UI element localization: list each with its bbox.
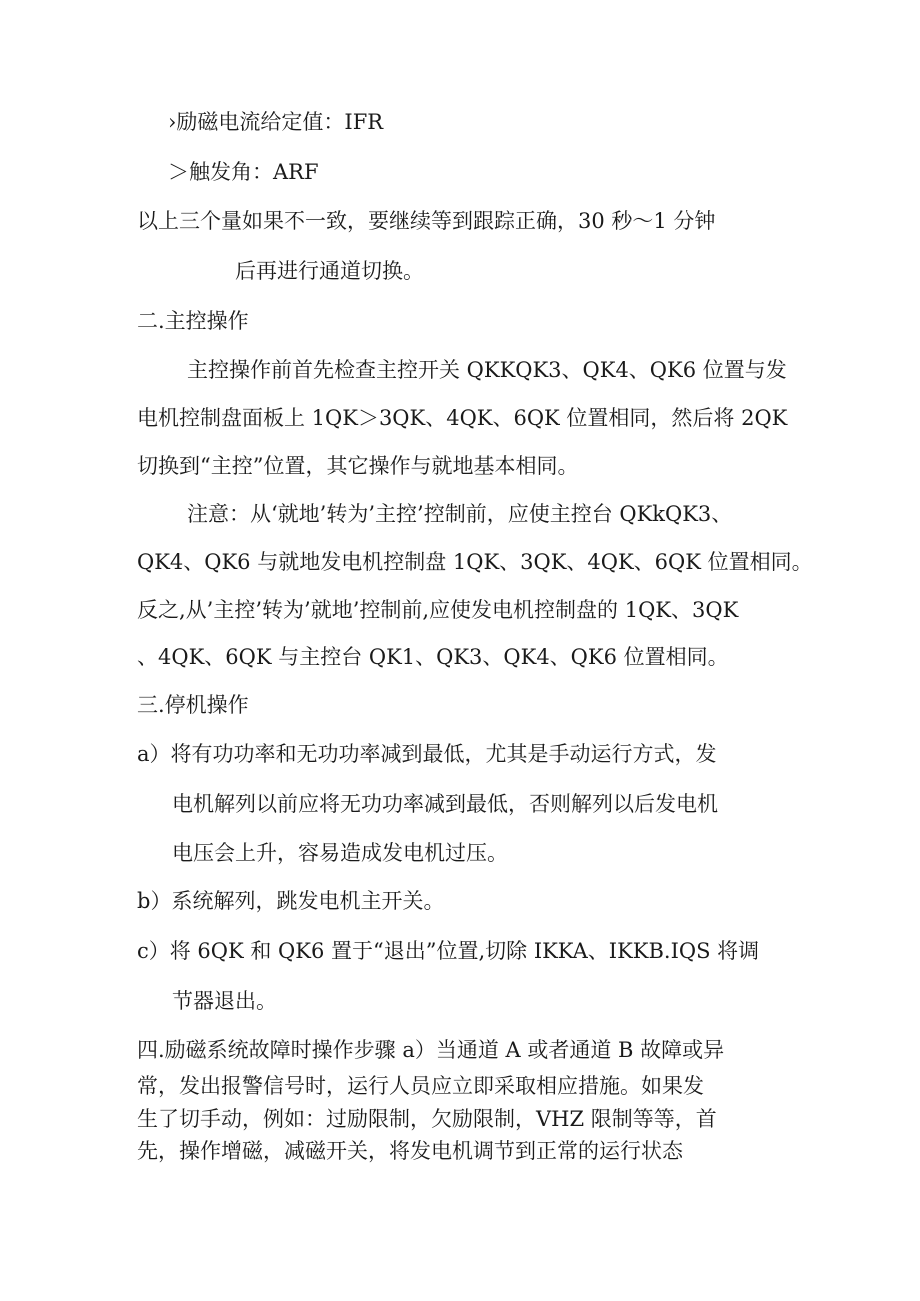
- text-line: ›励磁电流给定值：IFR: [168, 110, 384, 134]
- text-line: ＞触发角：ARF: [168, 160, 319, 184]
- text-line: c）将 6QK 和 QK6 置于“退出”位置,切除 IKKA、IKKB.IQS 将调: [137, 939, 760, 963]
- text-line: 切换到“主控”位置，其它操作与就地基本相同。: [137, 454, 579, 478]
- text-line: 、4QK、6QK 与主控台 QK1、QK3、QK4、QK6 位置相同。: [137, 645, 729, 669]
- text-line: 节器退出。: [172, 989, 277, 1013]
- text-line: 先，操作增磁，减磁开关，将发电机调节到正常的运行状态: [137, 1139, 683, 1163]
- text-line: a）将有功功率和无功功率减到最低，尤其是手动运行方式，发: [137, 742, 717, 766]
- text-line: b）系统解列，跳发电机主开关。: [137, 889, 445, 913]
- section-heading: 三.停机操作: [137, 693, 249, 717]
- text-line: 主控操作前首先检查主控开关 QKKQK3、QK4、QK6 位置与发: [187, 358, 787, 382]
- text-line: 电机控制盘面板上 1QK＞3QK、4QK、6QK 位置相同，然后将 2QK: [137, 406, 788, 430]
- section-heading: 四.励磁系统故障时操作步骤 a）当通道 A 或者通道 B 故障或异: [137, 1038, 725, 1062]
- text-line: 电机解列以前应将无功功率减到最低，否则解列以后发电机: [172, 792, 718, 816]
- text-line: 注意：从‘就地’转为’主控’控制前，应使主控台 QKkQK3、: [187, 502, 733, 526]
- text-line: 后再进行通道切换。: [235, 259, 424, 283]
- text-line: 常，发出报警信号时，运行人员应立即采取相应措施。如果发: [137, 1074, 704, 1098]
- text-line: 以上三个量如果不一致，要继续等到跟踪正确，30 秒～1 分钟: [137, 209, 716, 233]
- text-line: 电压会上升，容易造成发电机过压。: [172, 841, 508, 865]
- text-line: 生了切手动，例如：过励限制，欠励限制，VHZ 限制等等，首: [137, 1107, 717, 1131]
- text-line: QK4、QK6 与就地发电机控制盘 1QK、3QK、4QK、6QK 位置相同。: [137, 550, 813, 574]
- section-heading: 二.主控操作: [137, 309, 249, 333]
- text-line: 反之,从’主控’转为’就地’控制前,应使发电机控制盘的 1QK、3QK: [137, 598, 739, 622]
